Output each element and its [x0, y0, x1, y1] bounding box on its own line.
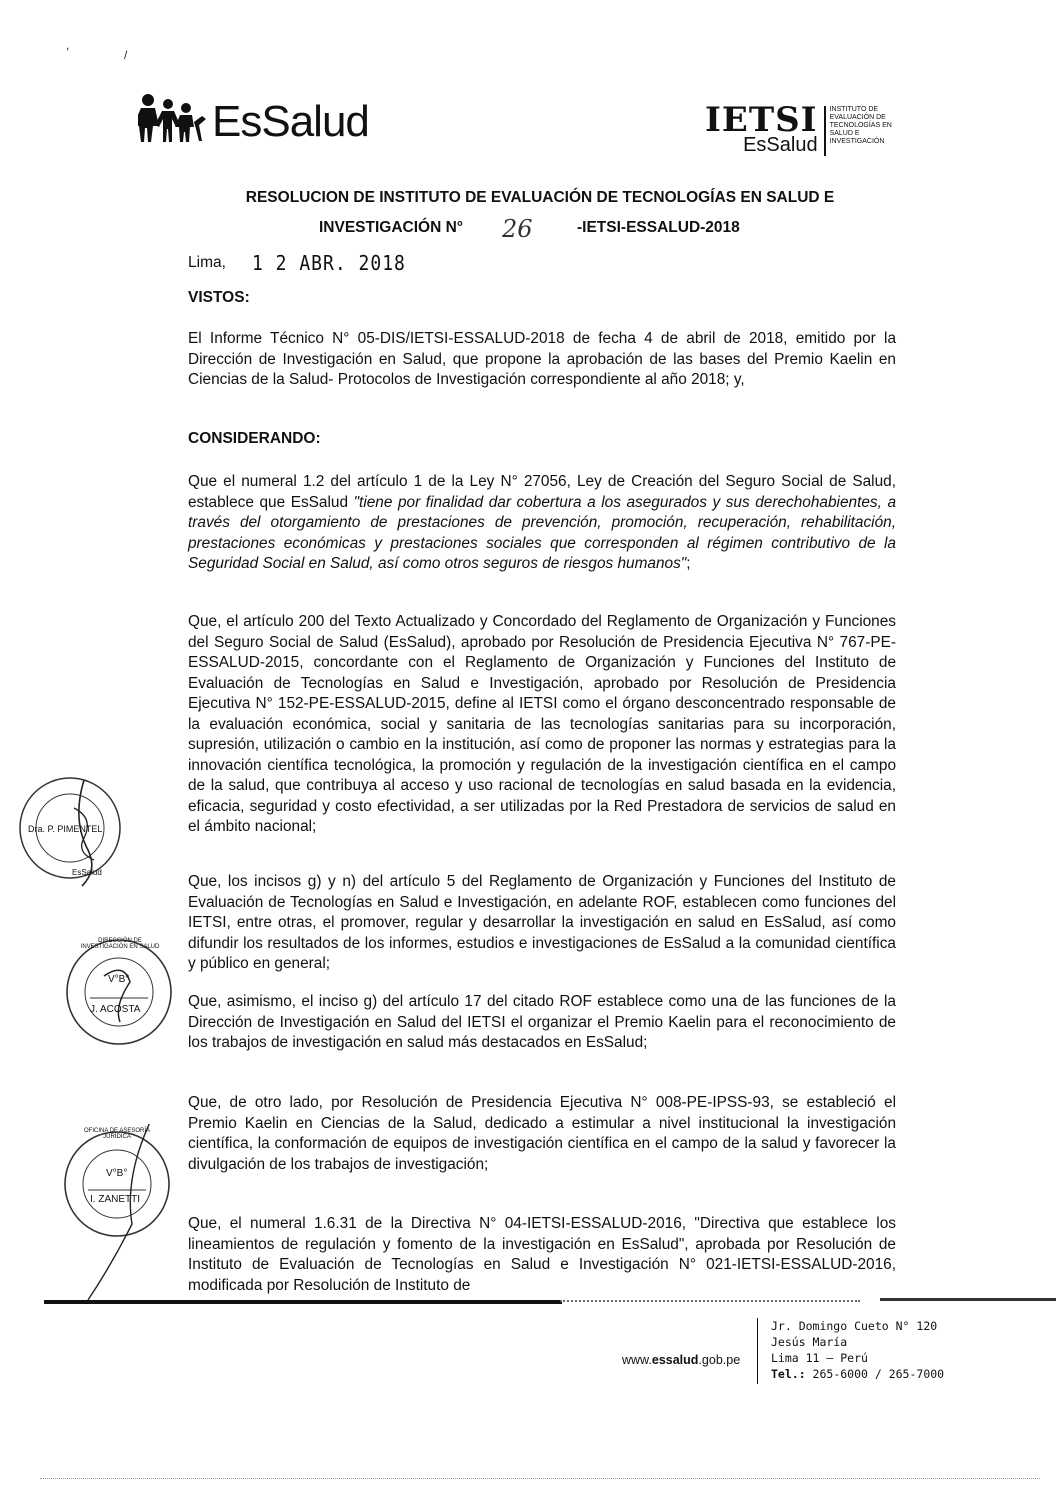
- date-stamp: 1 2 ABR. 2018: [252, 251, 406, 276]
- footer-rule-dotted: [560, 1300, 860, 1302]
- considerando-paragraph-1: Que el numeral 1.2 del artículo 1 de la Ley N° 27056, Ley de Creación del Seguro Social de Salud, establece que EsSalud "tiene por finalidad dar cobertura a los asegurados y sus derechohabientes, a través del otorgamiento de prestaciones de prevención, promoción, recuperación, rehabilitación, prestaciones económicas y prestaciones sociales que corresponden al régimen contributivo de la Seguridad Social en Salud, así como otros seguros de riesgos humanos";: [188, 473, 896, 572]
- footer-rule: [44, 1300, 562, 1304]
- resolution-title-prefix: INVESTIGACIÓN N°: [319, 219, 463, 236]
- ietsi-logo: [705, 100, 894, 156]
- considerando-paragraph-2: Que, el artículo 200 del Texto Actualizado y Concordado del Reglamento de Organización y Funciones del Seguro Social de Salud (EsSalud), aprobado por Resolución de Presidencia Ejecutiva N° 767-PE-ESSALUD-2015, concordante con el Reglamento de Organización y Funciones del Instituto de Evaluación de Tecnologías en Salud e Investigación, aprobado por Resolución de Presidencia Ejecutiva N° 152-PE-ESSALUD-2015, define al IETSI como el órgano desconcentrado responsable de la evaluación económica, social y sanitaria de las tecnologías sanitarias para su incorporación, supresión, utilización o cambio en la institución, así como de proponer las normas y estrategias para la innovación científica tecnológica, la promoción y regulación de la investigación científica en el campo de la salud, que contribuya al acceso y uso racional de tecnologías en salud basada en la evidencia, eficacia, seguridad y costo efectividad, a ser utilizadas por la Red Prestadora de servicios de salud en el ámbito nacional;: [188, 613, 896, 835]
- logo-divider: [824, 106, 826, 156]
- considerando-paragraph-3: Que, los incisos g) y n) del artículo 5 del Reglamento de Organización y Funciones del Instituto de Evaluación de Tecnologías en Salud e Investigación, en adelante ROF, establecen como funciones del IETSI, entre otras, el promover, regular y desarrollar la investigación en salud en EsSalud, así como difundir los resultados de los informes, estudios e investigaciones de EsSalud a la comunidad científica y público en general;: [188, 873, 896, 972]
- brand-ietsi-sub: EsSalud: [743, 134, 818, 156]
- considerando-heading: CONSIDERANDO:: [188, 430, 321, 447]
- considerando-paragraph-5: Que, de otro lado, por Resolución de Presidencia Ejecutiva N° 008-PE-IPSS-93, se estableció el Premio Kaelin en Ciencias de la Salud, dedicado a estimular a nivel institucional la investigación científica, la conformación de equipos de investigación científica en el campo de la salud y favorecer la divulgación de los trabajos de investigación;: [188, 1094, 896, 1173]
- resolution-title-line1: RESOLUCION DE INSTITUTO DE EVALUACIÓN DE TECNOLOGÍAS EN SALUD E: [245, 189, 835, 206]
- stray-mark: ,: [66, 38, 70, 52]
- resolution-number-handwritten: 26: [502, 215, 533, 243]
- footer-rule-right: [880, 1298, 1056, 1301]
- approval-stamp-3: V°B° I. ZANETTI OFICINA DE ASESORÍA JURÍDICA: [62, 1124, 172, 1309]
- vistos-heading: VISTOS:: [188, 289, 250, 306]
- approval-stamp-1: Dra. P. PIMENTEL EsSalud: [14, 768, 124, 893]
- place: Lima,: [188, 254, 226, 271]
- people-group-logo-icon: [138, 92, 208, 144]
- footer-divider: [757, 1318, 758, 1384]
- footer-address: Jr. Domingo Cueto N° 120 Jesús María Lima 11 – Perú Tel.: 265-6000 / 265-7000: [771, 1319, 945, 1381]
- brand-ietsi: IETSI: [705, 100, 818, 140]
- approval-stamp-2: V°B° J. ACOSTA DIRECCIÓN DE INVESTIGACIÓN EN SALUD: [64, 936, 174, 1053]
- considerando-paragraph-4: Que, asimismo, el inciso g) del artículo 17 del citado ROF establece como una de las funciones de la Dirección de Investigación en Salud del IETSI el organizar el Premio Kaelin para el reconocimiento de los trabajos de investigación en salud más destacados en EsSalud;: [188, 993, 896, 1051]
- considerando-paragraph-6: Que, el numeral 1.6.31 de la Directiva N° 04-IETSI-ESSALUD-2016, "Directiva que establece los lineamientos de regulación y fomento de la investigación en EsSalud", aprobada por Resolución de Instituto de Evaluación de Tecnologías en Salud e Investigación N° 021-IETSI-ESSALUD-2016, modificada por Resolución de Instituto de: [188, 1215, 896, 1294]
- stray-mark: /: [124, 48, 128, 62]
- resolution-title-suffix: -IETSI-ESSALUD-2018: [577, 219, 740, 236]
- brand-essalud: EsSalud: [212, 97, 369, 146]
- essalud-logo: [138, 92, 369, 144]
- vistos-paragraph: El Informe Técnico N° 05-DIS/IETSI-ESSALUD-2018 de fecha 4 de abril de 2018, emitido por la Dirección de Investigación en Salud, que propone la aprobación de las bases del Premio Kaelin en Ciencias de la Salud- Protocolos de Investigación correspondiente al año 2018; y,: [188, 330, 896, 388]
- footer-website: www.essalud.gob.pe: [622, 1353, 741, 1367]
- scan-noise-line: [40, 1478, 1040, 1479]
- ietsi-full-name: INSTITUTO DE EVALUACIÓN DE TECNOLOGÍAS EN SALUD E INVESTIGACIÓN: [829, 106, 892, 145]
